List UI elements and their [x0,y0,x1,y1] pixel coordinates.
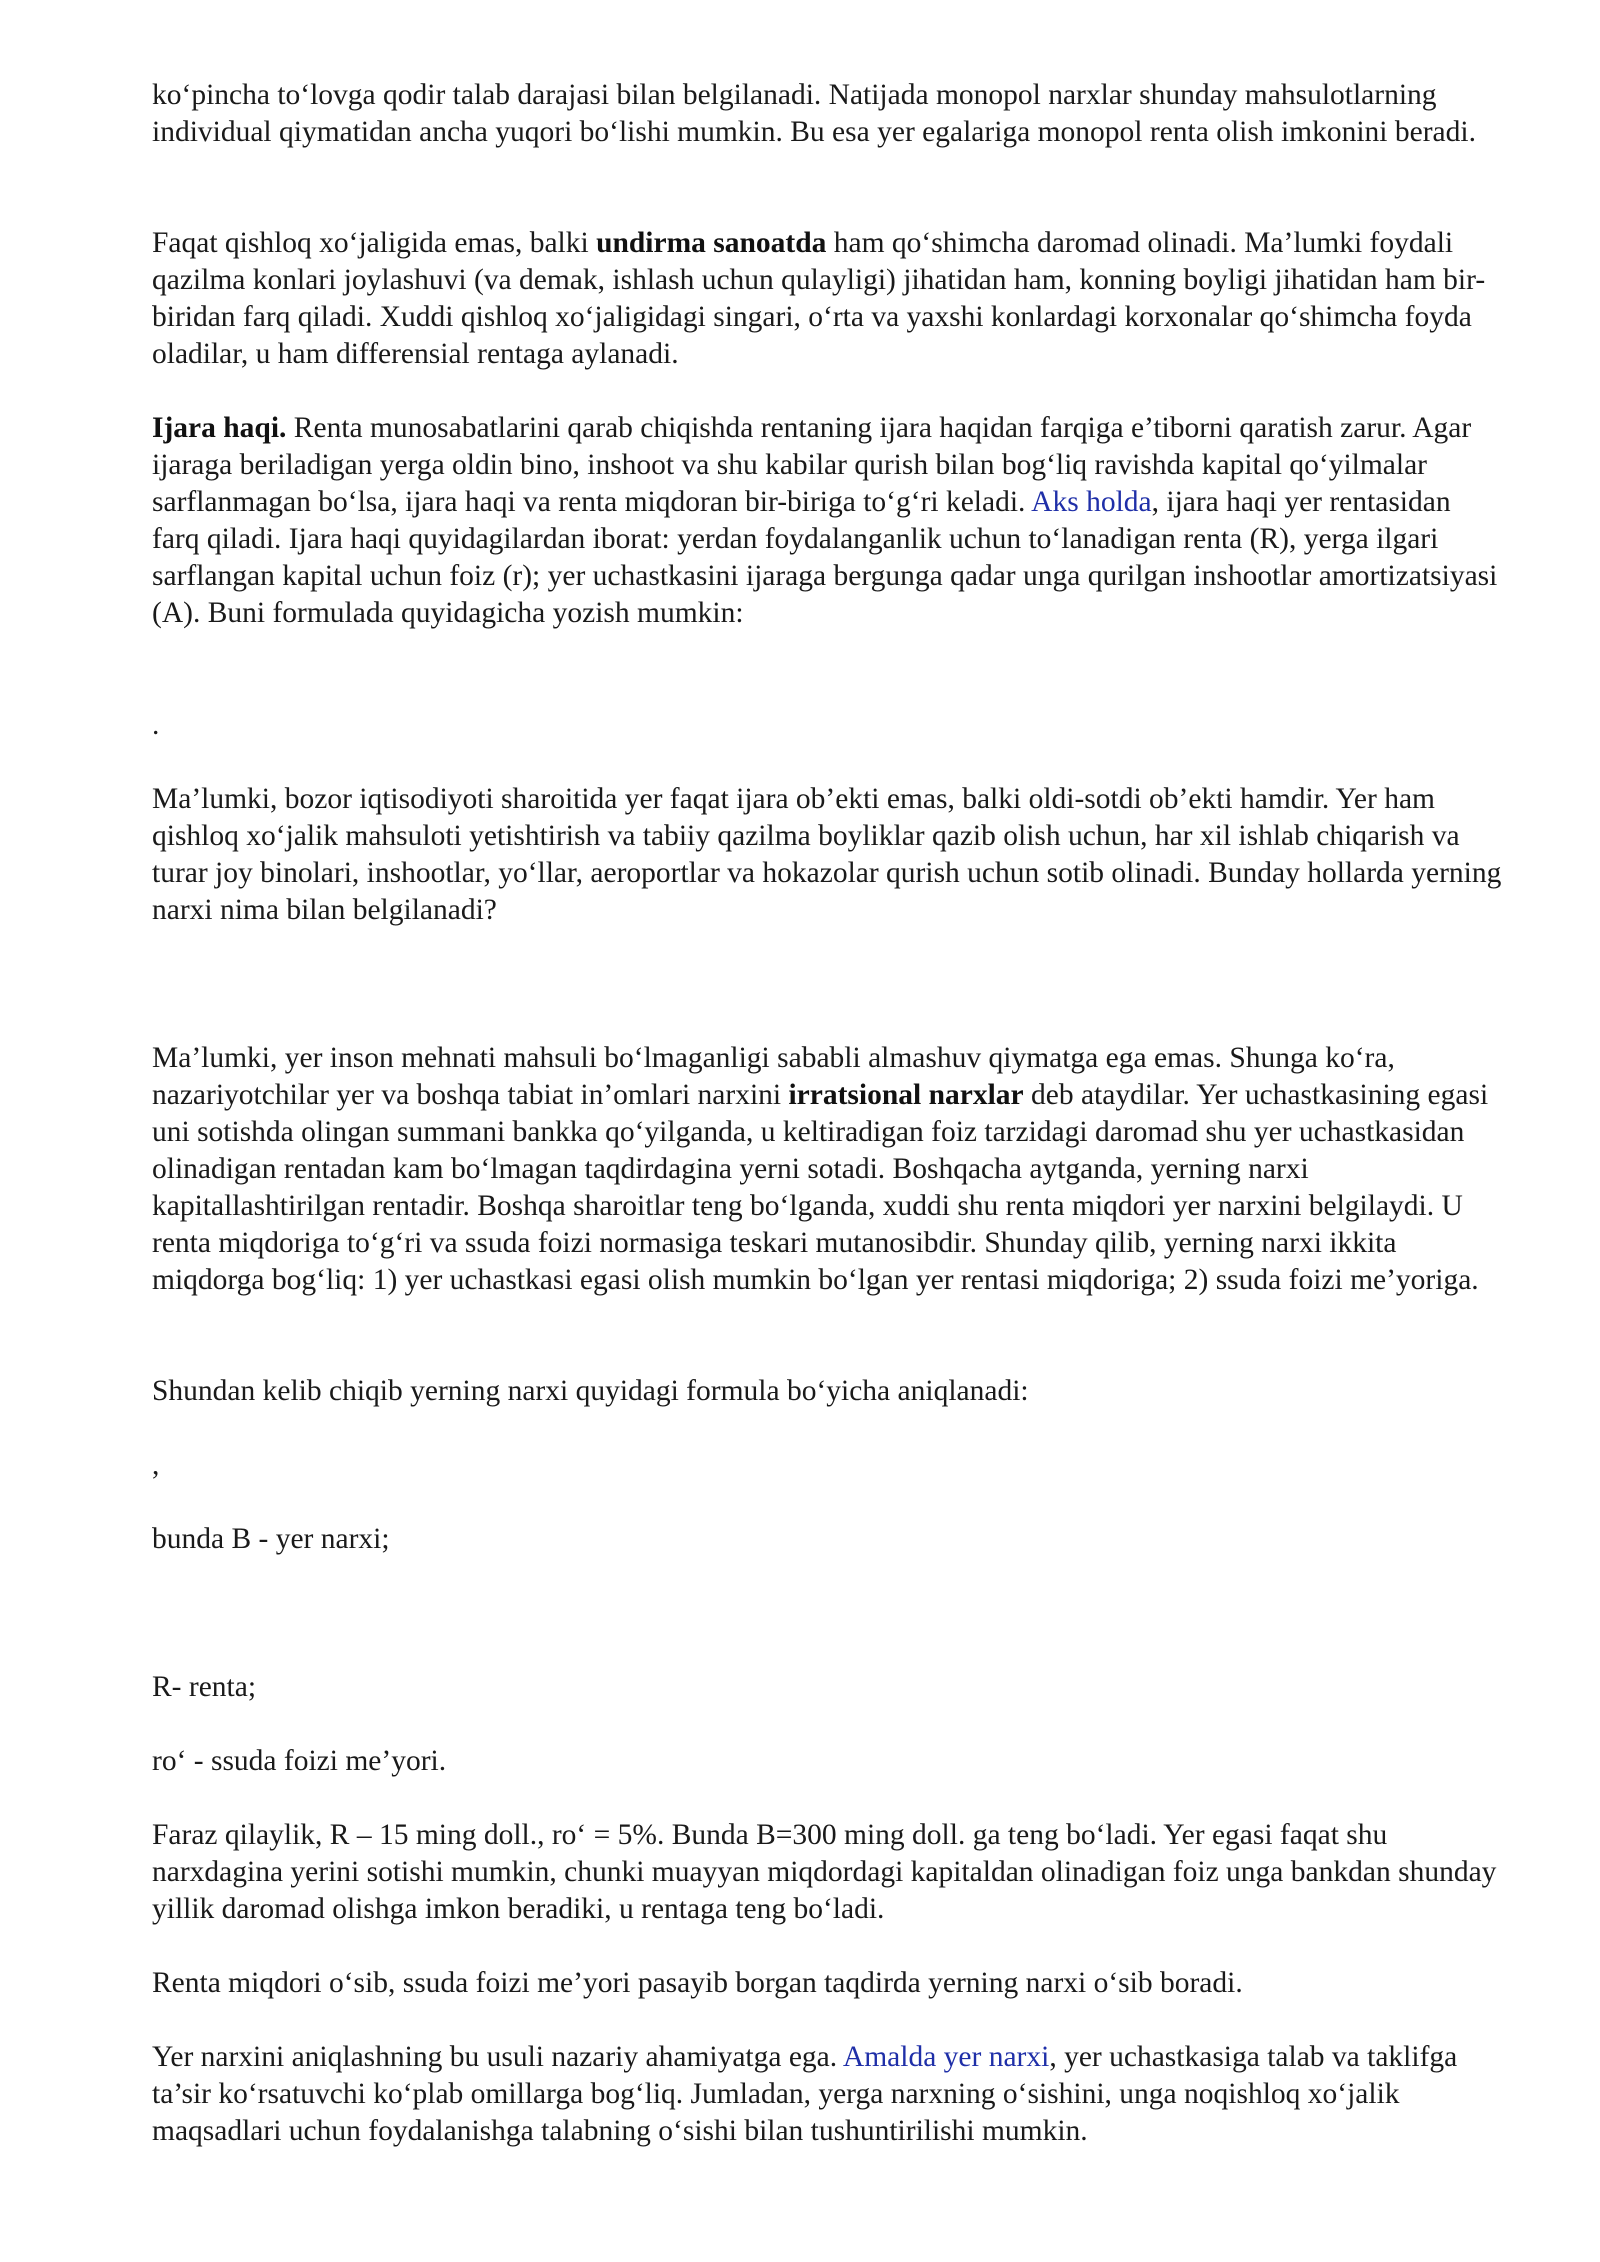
paragraph-text: Renta miqdori o‘sib, ssuda foizi me’yori pasayib borgan taqdirda yerning narxi o‘sib boradi. [152,1967,1243,1999]
paragraph-text-start: Yer narxini aniqlashning bu usuli nazariy ahamiyatga ega. [152,2041,843,2073]
definition-text: ro‘ - ssuda foizi me’yori. [152,1745,447,1777]
paragraph-text-end: ham qo‘shimcha daromad olinadi. Ma’lumki foydali qazilma konlari joylashuvi (va demak, ishlash uchun qulayligi) jihatidan ham, konning boyligi jihatidan ham bir-biridan farq qiladi. Xuddi qishloq xo‘jaligidagi singari, o‘rta va yaxshi konlardagi korxonalar qo‘shimcha foyda oladilar, u ham differensial rentaga aylanadi. [152,227,1486,370]
paragraph-formula-intro [152,1373,1502,1410]
paragraph-land-purchase [152,781,1502,929]
paragraph-text-start: Renta munosabatlarini qarab chiqishda rentaning ijara haqidan farqiga e’tiborni qaratish zarur. Agar ijaraga beriladigan yerga oldin bino, inshoot va shu kabilar qurish bilan bog‘liq ravishda kapital qo‘yilmalar sarflanmagan bo‘lsa, ijara haqi va renta miqdoran bir-biriga to‘g‘ri keladi. [152,412,1472,518]
paragraph-example [152,1817,1502,1928]
formula-placeholder-dot [152,707,1502,744]
bold-term-irratsional-narxlar: irratsional narxlar [788,1079,1024,1111]
paragraph-text: Faraz qilaylik, R – 15 ming doll., ro‘ = 5%. Bunda B=300 ming doll. ga teng bo‘ladi. Yer egasi faqat shu narxdagina yerini sotishi mumkin, chunki muayyan miqdordagi kapitaldan olinadigan foiz unga bankdan shunday yillik daromad olishga imkon beradiki, u rentaga teng bo‘ladi. [152,1819,1497,1925]
link-amalda-yer-narxi[interactable]: Amalda yer narxi [842,2041,1050,2073]
paragraph-ijara-haqi [152,410,1502,632]
paragraph-extractive-industry [152,225,1502,373]
formula-comma: , [152,1449,160,1481]
paragraph-price-growth [152,1965,1502,2002]
definition-b [152,1521,1502,1558]
definition-text: R- renta; [152,1671,257,1703]
definition-r [152,1669,1502,1706]
paragraph-text: ko‘pincha to‘lovga qodir talab darajasi bilan belgilanadi. Natijada monopol narxlar shunday mahsulotlarning individual qiymatidan ancha yuqori bo‘lishi mumkin. Bu esa yer egalariga monopol renta olish imkonini beradi. [152,79,1476,148]
paragraph-text-end: , ijara haqi yer rentasidan farq qiladi. Ijara haqi quyidagilardan iborat: yerdan foydalanganlik uchun to‘lanadigan renta (R), yerga ilgari sarflangan kapital uchun foiz (r); yer uchastkasini ijaraga bergunga qadar unga qurilgan inshootlar amortizatsiyasi (A). Buni formulada quyidagicha yozish mumkin: [152,486,1498,629]
paragraph-monopoly-rent [152,77,1502,151]
formula-dot: . [152,709,160,741]
definition-text: bunda B - yer narxi; [152,1523,390,1555]
formula-placeholder-comma [152,1447,1502,1484]
paragraph-text: Shundan kelib chiqib yerning narxi quyidagi formula bo‘yicha aniqlanadi: [152,1375,1029,1407]
bold-term-undirma-sanoatda: undirma sanoatda [596,227,827,259]
paragraph-irrational-prices [152,1040,1502,1299]
paragraph-text-end: deb ataydilar. Yer uchastkasining egasi uni sotishda olingan summani bankka qo‘yilganda, u keltiradigan foiz tarzidagi daromad shu yer uchastkasidan olinadigan rentadan kam bo‘lmagan taqdirdagina yerni sotadi. Boshqacha aytganda, yerning narxi kapitallashtirilgan rentadir. Boshqa sharoitlar teng bo‘lganda, xuddi shu renta miqdori yer narxini belgilaydi. U renta miqdoriga to‘g‘ri va ssuda foizi normasiga teskari mutanosibdir. Shunday qilib, yerning narxi ikkita miqdorga bog‘liq: 1) yer uchastkasi egasi olish mumkin bo‘lgan yer rentasi miqdoriga; 2) ssuda foizi me’yoriga. [152,1079,1489,1296]
paragraph-text-start: Ma’lumki, yer inson mehnati mahsuli bo‘lmaganligi sababli almashuv qiymatga ega emas. Shunga ko‘ra, nazariyotchilar yer va boshqa tabiat in’omlari narxini [152,1042,1395,1111]
definition-ro [152,1743,1502,1780]
paragraph-text-start: Faqat qishloq xo‘jaligida emas, balki [152,227,597,259]
paragraph-text: Ma’lumki, bozor iqtisodiyoti sharoitida yer faqat ijara ob’ekti emas, balki oldi-sotdi ob’ekti hamdir. Yer ham qishloq xo‘jalik mahsuloti yetishtirish va tabiiy qazilma boyliklar qazib olish uchun, har xil ishlab chiqarish va turar joy binolari, inshootlar, yo‘llar, aeroportlar va hokazolar qurish uchun sotib olinadi. Bunday hollarda yerning narxi nima bilan belgilanadi? [152,783,1502,926]
section-heading-ijara-haqi: Ijara haqi. [152,412,287,444]
paragraph-actual-price [152,2039,1502,2150]
paragraph-text-end: , yer uchastkasiga talab va taklifga ta’sir ko‘rsatuvchi ko‘plab omillarga bog‘liq. Jumladan, yerga narxning o‘sishini, unga noqishloq xo‘jalik maqsadlari uchun foydalanishga talabning o‘sishi bilan tushuntirilishi mumkin. [152,2041,1458,2147]
link-aks-holda[interactable]: Aks holda [1031,486,1152,518]
